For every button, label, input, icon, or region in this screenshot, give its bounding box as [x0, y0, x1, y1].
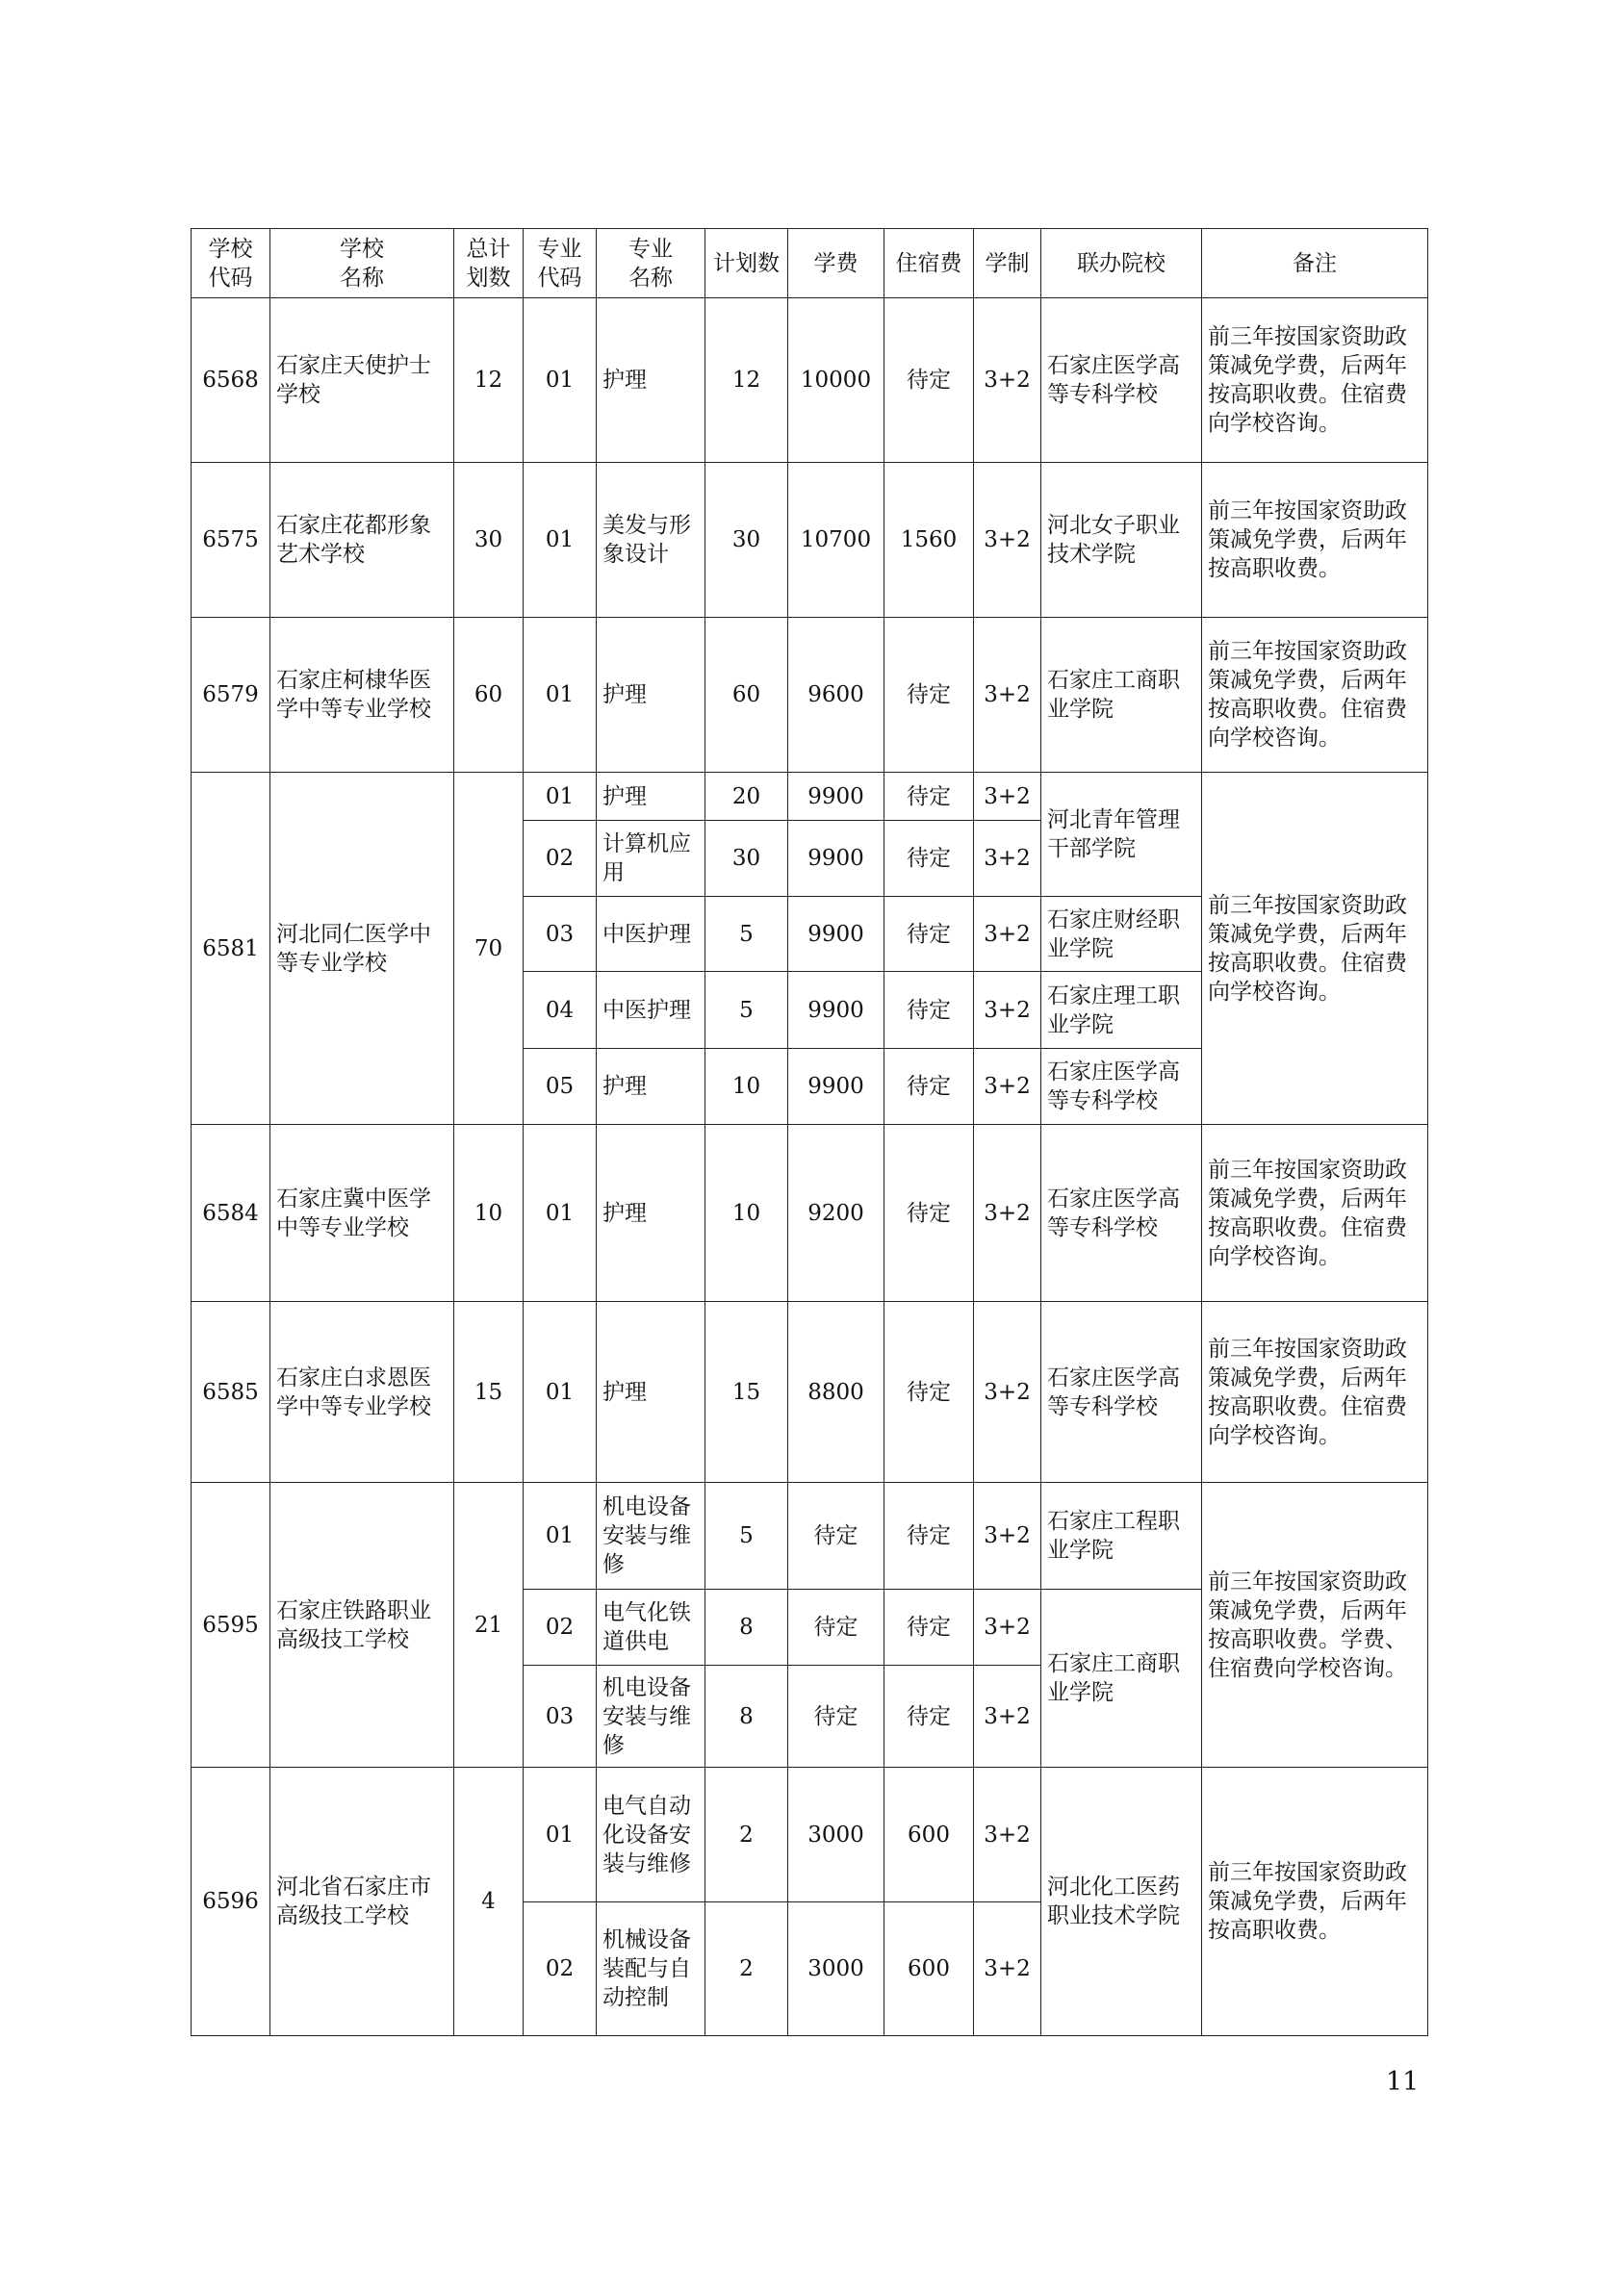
major-code-cell: 01: [524, 773, 597, 821]
plan-count-cell: 30: [705, 821, 788, 897]
total-plan-cell: 12: [454, 298, 524, 463]
duration-cell: 3+2: [974, 618, 1041, 773]
dorm-fee-cell: 待定: [884, 1483, 974, 1590]
header-tuition: 学费: [788, 229, 884, 298]
major-name-cell: 电气自动化设备安装与维修: [597, 1768, 705, 1902]
table-row: [192, 463, 1428, 618]
major-name-cell: 机电设备安装与维修: [597, 1483, 705, 1590]
tuition-cell: 3000: [788, 1768, 884, 1902]
duration-cell: 3+2: [974, 1049, 1041, 1125]
total-plan-cell: 10: [454, 1125, 524, 1302]
partner-school-cell: 石家庄医学高等专科学校: [1041, 1049, 1202, 1125]
duration-cell: 3+2: [974, 1768, 1041, 1902]
dorm-fee-cell: 1560: [884, 463, 974, 618]
major-name-cell: 护理: [597, 1125, 705, 1302]
enrollment-plan-table: [191, 228, 1428, 2036]
remark-cell: 前三年按国家资助政策减免学费，后两年按高职收费。住宿费向学校咨询。: [1202, 773, 1428, 1125]
table-row: [192, 1483, 1428, 1590]
major-code-cell: 01: [524, 1483, 597, 1590]
dorm-fee-cell: 待定: [884, 1666, 974, 1768]
tuition-cell: 9900: [788, 1049, 884, 1125]
plan-count-cell: 8: [705, 1666, 788, 1768]
remark-cell: 前三年按国家资助政策减免学费，后两年按高职收费。: [1202, 1768, 1428, 2036]
total-plan-cell: 15: [454, 1302, 524, 1483]
school-code-cell: 6579: [192, 618, 270, 773]
tuition-cell: 9900: [788, 773, 884, 821]
major-name-cell: 护理: [597, 1302, 705, 1483]
tuition-cell: 8800: [788, 1302, 884, 1483]
tuition-cell: 10700: [788, 463, 884, 618]
major-code-cell: 01: [524, 463, 597, 618]
plan-count-cell: 30: [705, 463, 788, 618]
header-row: [192, 229, 1428, 298]
plan-count-cell: 10: [705, 1125, 788, 1302]
duration-cell: 3+2: [974, 1483, 1041, 1590]
table-row: [192, 618, 1428, 773]
plan-count-cell: 8: [705, 1590, 788, 1666]
partner-school-cell: 石家庄医学高等专科学校: [1041, 1302, 1202, 1483]
duration-cell: 3+2: [974, 1125, 1041, 1302]
major-code-cell: 02: [524, 821, 597, 897]
school-name-cell: 石家庄花都形象艺术学校: [270, 463, 454, 618]
remark-cell: 前三年按国家资助政策减免学费，后两年按高职收费。住宿费向学校咨询。: [1202, 618, 1428, 773]
plan-count-cell: 12: [705, 298, 788, 463]
plan-count-cell: 2: [705, 1768, 788, 1902]
dorm-fee-cell: 待定: [884, 897, 974, 972]
school-name-cell: 河北同仁医学中等专业学校: [270, 773, 454, 1125]
dorm-fee-cell: 待定: [884, 298, 974, 463]
total-plan-cell: 21: [454, 1483, 524, 1768]
remark-cell: 前三年按国家资助政策减免学费，后两年按高职收费。住宿费向学校咨询。: [1202, 1125, 1428, 1302]
partner-school-cell: 石家庄工程职业学院: [1041, 1483, 1202, 1590]
school-code-cell: 6584: [192, 1125, 270, 1302]
major-name-cell: 机电设备安装与维修: [597, 1666, 705, 1768]
dorm-fee-cell: 600: [884, 1768, 974, 1902]
school-name-cell: 河北省石家庄市高级技工学校: [270, 1768, 454, 2036]
dorm-fee-cell: 待定: [884, 1590, 974, 1666]
header-dorm-fee: 住宿费: [884, 229, 974, 298]
table-row: [192, 1125, 1428, 1302]
school-name-cell: 石家庄白求恩医学中等专业学校: [270, 1302, 454, 1483]
tuition-cell: 待定: [788, 1590, 884, 1666]
tuition-cell: 待定: [788, 1666, 884, 1768]
header-school-name: 学校 名称: [270, 229, 454, 298]
plan-count-cell: 5: [705, 972, 788, 1049]
dorm-fee-cell: 600: [884, 1902, 974, 2036]
duration-cell: 3+2: [974, 897, 1041, 972]
partner-school-cell: 河北化工医药职业技术学院: [1041, 1768, 1202, 2036]
school-code-cell: 6568: [192, 298, 270, 463]
remark-cell: 前三年按国家资助政策减免学费，后两年按高职收费。住宿费向学校咨询。: [1202, 298, 1428, 463]
duration-cell: 3+2: [974, 1902, 1041, 2036]
major-code-cell: 01: [524, 618, 597, 773]
duration-cell: 3+2: [974, 972, 1041, 1049]
school-code-cell: 6585: [192, 1302, 270, 1483]
total-plan-cell: 4: [454, 1768, 524, 2036]
major-code-cell: 02: [524, 1902, 597, 2036]
plan-count-cell: 5: [705, 1483, 788, 1590]
tuition-cell: 9900: [788, 821, 884, 897]
major-code-cell: 01: [524, 298, 597, 463]
header-major-name: 专业 名称: [597, 229, 705, 298]
plan-count-cell: 2: [705, 1902, 788, 2036]
table-row: [192, 298, 1428, 463]
remark-cell: 前三年按国家资助政策减免学费，后两年按高职收费。住宿费向学校咨询。: [1202, 1302, 1428, 1483]
major-code-cell: 05: [524, 1049, 597, 1125]
major-code-cell: 01: [524, 1125, 597, 1302]
tuition-cell: 9900: [788, 972, 884, 1049]
major-name-cell: 护理: [597, 618, 705, 773]
table-row: [192, 1768, 1428, 1902]
major-name-cell: 计算机应用: [597, 821, 705, 897]
tuition-cell: 9200: [788, 1125, 884, 1302]
major-name-cell: 护理: [597, 298, 705, 463]
school-name-cell: 石家庄冀中医学中等专业学校: [270, 1125, 454, 1302]
major-code-cell: 03: [524, 1666, 597, 1768]
duration-cell: 3+2: [974, 1302, 1041, 1483]
major-name-cell: 机械设备装配与自动控制: [597, 1902, 705, 2036]
major-code-cell: 01: [524, 1302, 597, 1483]
header-remark: 备注: [1202, 229, 1428, 298]
tuition-cell: 9600: [788, 618, 884, 773]
dorm-fee-cell: 待定: [884, 773, 974, 821]
dorm-fee-cell: 待定: [884, 821, 974, 897]
dorm-fee-cell: 待定: [884, 1302, 974, 1483]
duration-cell: 3+2: [974, 1666, 1041, 1768]
plan-count-cell: 20: [705, 773, 788, 821]
school-code-cell: 6575: [192, 463, 270, 618]
header-total-plan: 总计 划数: [454, 229, 524, 298]
tuition-cell: 10000: [788, 298, 884, 463]
duration-cell: 3+2: [974, 298, 1041, 463]
total-plan-cell: 60: [454, 618, 524, 773]
major-code-cell: 01: [524, 1768, 597, 1902]
partner-school-cell: 石家庄工商职业学院: [1041, 618, 1202, 773]
header-major-code: 专业 代码: [524, 229, 597, 298]
tuition-cell: 9900: [788, 897, 884, 972]
major-name-cell: 美发与形象设计: [597, 463, 705, 618]
school-code-cell: 6596: [192, 1768, 270, 2036]
dorm-fee-cell: 待定: [884, 1049, 974, 1125]
partner-school-cell: 石家庄理工职业学院: [1041, 972, 1202, 1049]
partner-school-cell: 石家庄医学高等专科学校: [1041, 298, 1202, 463]
table-body: [192, 298, 1428, 2036]
major-name-cell: 中医护理: [597, 897, 705, 972]
school-code-cell: 6595: [192, 1483, 270, 1768]
plan-count-cell: 60: [705, 618, 788, 773]
duration-cell: 3+2: [974, 821, 1041, 897]
school-name-cell: 石家庄铁路职业高级技工学校: [270, 1483, 454, 1768]
plan-count-cell: 5: [705, 897, 788, 972]
header-school-code: 学校 代码: [192, 229, 270, 298]
major-name-cell: 护理: [597, 1049, 705, 1125]
major-code-cell: 04: [524, 972, 597, 1049]
school-name-cell: 石家庄柯棣华医学中等专业学校: [270, 618, 454, 773]
tuition-cell: 待定: [788, 1483, 884, 1590]
total-plan-cell: 70: [454, 773, 524, 1125]
major-name-cell: 护理: [597, 773, 705, 821]
dorm-fee-cell: 待定: [884, 972, 974, 1049]
dorm-fee-cell: 待定: [884, 618, 974, 773]
partner-school-cell: 石家庄医学高等专科学校: [1041, 1125, 1202, 1302]
major-code-cell: 03: [524, 897, 597, 972]
page-number: 11: [1386, 2067, 1420, 2097]
plan-count-cell: 15: [705, 1302, 788, 1483]
dorm-fee-cell: 待定: [884, 1125, 974, 1302]
table-row: [192, 773, 1428, 821]
school-name-cell: 石家庄天使护士学校: [270, 298, 454, 463]
header-plan-count: 计划数: [705, 229, 788, 298]
remark-cell: 前三年按国家资助政策减免学费，后两年按高职收费。: [1202, 463, 1428, 618]
duration-cell: 3+2: [974, 773, 1041, 821]
remark-cell: 前三年按国家资助政策减免学费，后两年按高职收费。学费、住宿费向学校咨询。: [1202, 1483, 1428, 1768]
partner-school-cell: 河北青年管理干部学院: [1041, 773, 1202, 897]
table-row: [192, 1302, 1428, 1483]
partner-school-cell: 河北女子职业技术学院: [1041, 463, 1202, 618]
duration-cell: 3+2: [974, 463, 1041, 618]
header-partner: 联办院校: [1041, 229, 1202, 298]
plan-count-cell: 10: [705, 1049, 788, 1125]
total-plan-cell: 30: [454, 463, 524, 618]
tuition-cell: 3000: [788, 1902, 884, 2036]
header-duration: 学制: [974, 229, 1041, 298]
partner-school-cell: 石家庄财经职业学院: [1041, 897, 1202, 972]
duration-cell: 3+2: [974, 1590, 1041, 1666]
major-code-cell: 02: [524, 1590, 597, 1666]
school-code-cell: 6581: [192, 773, 270, 1125]
major-name-cell: 电气化铁道供电: [597, 1590, 705, 1666]
partner-school-cell: 石家庄工商职业学院: [1041, 1590, 1202, 1768]
major-name-cell: 中医护理: [597, 972, 705, 1049]
